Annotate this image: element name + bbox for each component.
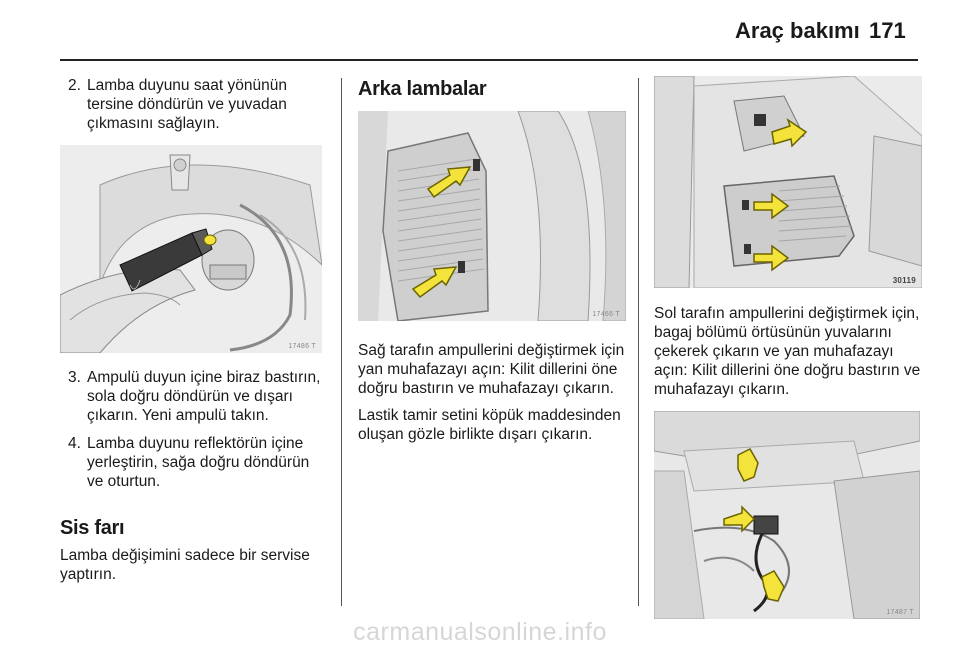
step-4 [60,434,328,491]
figure-2-code: 17466 T [592,311,620,318]
figure-bulb-holder [60,145,322,353]
figure-side-cover [358,111,626,321]
watermark: carmanualsonline.info [353,618,607,646]
header-rule [60,59,918,61]
figure-4-code: 17487 T [886,609,914,616]
rear-lights-paragraph-2: Lastik tamir setini köpük maddesinden oluşan gözle birlikte dışarı çıkarın. [358,407,621,443]
step-2-text: Lamba duyunu saat yönünün tersine döndürün ve yuvadan çıkmasını sağlayın. [87,77,287,132]
step-3-text: Ampulü duyun içine biraz bastırın, sola doğru döndürün ve dışarı çıkarın. Yeni ampulü takın. [87,369,321,424]
figure-left-cover [654,411,920,619]
left-cover-illustration [654,411,920,619]
section-heading-fog-light: Sis farı [60,517,125,539]
page-header-title: Araç bakımı [735,18,860,43]
figure-1-code: 17486 T [288,343,316,350]
trunk-cover-illustration [654,76,922,288]
column-divider-2 [638,78,639,606]
step-3-number: 3. [68,369,81,386]
figure-trunk-cover [654,76,922,288]
step-2 [60,76,328,133]
column-1 [60,76,328,584]
side-cover-illustration [358,111,626,321]
left-lights-paragraph: Sol tarafın ampullerini değiştirmek için, bagaj bölümü örtüsünün yuvalarını çekerek çıkarın ve yan muhafazayı açın: Kilit dillerini öne doğru bastırın ve muhafazayı çıkarın. [654,305,921,398]
step-3 [60,368,328,425]
figure-3-code: 30119 [892,276,916,285]
step-4-text: Lamba duyunu reflektörün içine yerleştirin, sağa doğru döndürün ve oturtun. [87,435,310,490]
section-heading-rear-lights: Arka lambalar [358,78,487,100]
rear-lights-paragraph-1: Sağ tarafın ampullerini değiştirmek için yan muhafazayı açın: Kilit dillerini öne doğru bastırın ve muhafazayı çıkarın. [358,342,625,397]
fog-light-paragraph: Lamba değişimini sadece bir servise yaptırın. [60,547,310,583]
step-4-number: 4. [68,435,81,452]
step-2-number: 2. [68,77,81,94]
step-list-1 [60,76,328,133]
step-list-2 [60,368,328,491]
column-2 [358,76,626,444]
bulb-holder-illustration [60,145,322,353]
column-3 [654,76,922,619]
page-number: 171 [869,18,906,43]
column-divider-1 [341,78,342,606]
